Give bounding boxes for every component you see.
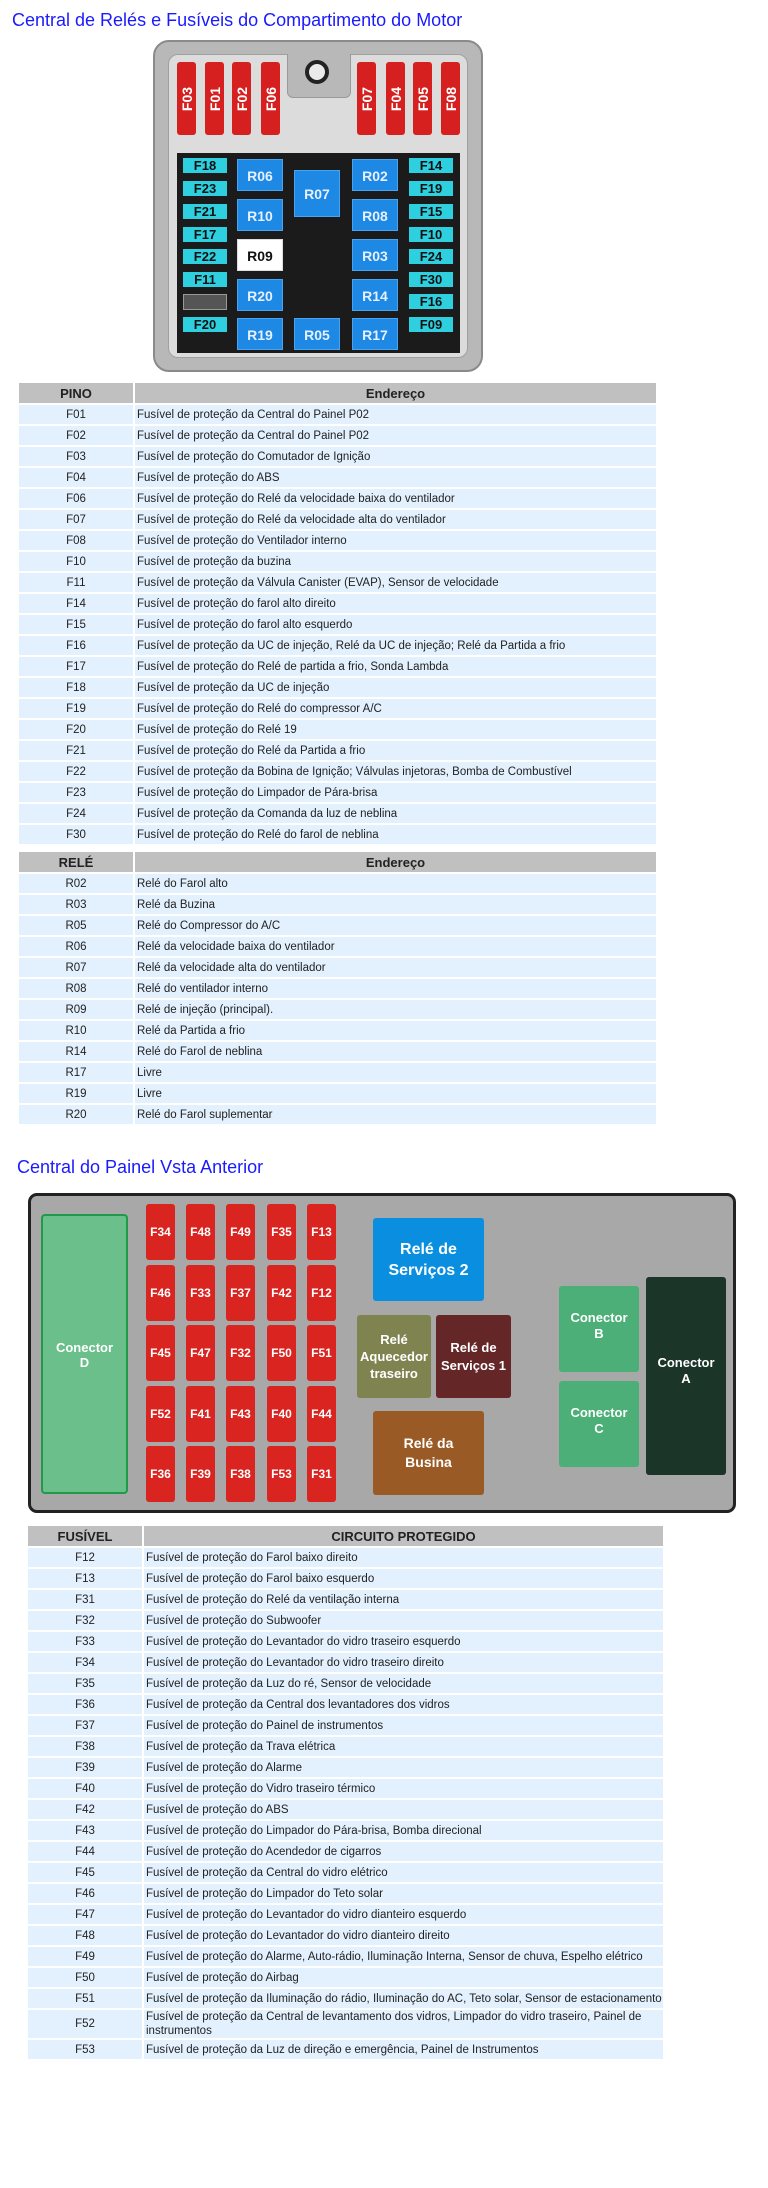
- table-row: [19, 531, 656, 550]
- cell-id: F07: [19, 510, 135, 529]
- cell-description: Fusível de proteção do Relé de partida a frio, Sonda Lambda: [135, 657, 656, 676]
- fuse-F34[interactable]: F34: [146, 1204, 175, 1260]
- cell-id: F15: [19, 615, 135, 634]
- cell-description: Relé da velocidade baixa do ventilador: [135, 937, 656, 956]
- cell-description: Fusível de proteção do Levantador do vidro dianteiro direito: [144, 1926, 663, 1945]
- cell-id: F10: [19, 552, 135, 571]
- table-row: [19, 489, 656, 508]
- table-row: [28, 1800, 663, 1819]
- cell-id: F48: [28, 1926, 144, 1945]
- cell-description: Fusível de proteção do Relé 19: [135, 720, 656, 739]
- table-row: [19, 594, 656, 613]
- cell-id: F44: [28, 1842, 144, 1861]
- cell-id: F18: [19, 678, 135, 697]
- fuse-F09[interactable]: F09: [409, 317, 453, 332]
- cell-description: Fusível de proteção da Luz de direção e emergência, Painel de Instrumentos: [144, 2040, 663, 2059]
- cell-description: Fusível de proteção da Central do Painel P02: [135, 426, 656, 445]
- cell-description: Fusível de proteção do farol alto esquerdo: [135, 615, 656, 634]
- fuse-F15[interactable]: F15: [409, 204, 453, 219]
- column-header-rele: RELÉ: [19, 852, 135, 872]
- conector-d-label: Conector D: [55, 1340, 114, 1370]
- cell-description: Fusível de proteção da Central dos levantadores dos vidros: [144, 1695, 663, 1714]
- fuse-F35[interactable]: F35: [267, 1204, 296, 1260]
- cell-id: R14: [19, 1042, 135, 1061]
- fuse-F03[interactable]: [177, 62, 196, 135]
- fuse-F51[interactable]: F51: [307, 1325, 336, 1381]
- rele-aquecedor-traseiro[interactable]: Relé Aquecedor traseiro: [357, 1315, 431, 1398]
- cell-id: F53: [28, 2040, 144, 2059]
- cell-description: Relé do Farol de neblina: [135, 1042, 656, 1061]
- fuse-label: F05: [414, 86, 431, 111]
- table-row: [19, 1063, 656, 1082]
- fuse-F07[interactable]: [357, 62, 376, 135]
- table-row: [28, 1590, 663, 1609]
- relay-R07[interactable]: R07: [294, 170, 340, 217]
- fuse-F41[interactable]: F41: [186, 1386, 215, 1442]
- relay-R08[interactable]: R08: [352, 199, 398, 231]
- cell-description: Fusível de proteção do Levantador do vidro traseiro direito: [144, 1653, 663, 1672]
- cell-description: Fusível de proteção do Acendedor de cigarros: [144, 1842, 663, 1861]
- table-row: [28, 1905, 663, 1924]
- engine-fuse-table: [19, 381, 656, 846]
- relay-R06[interactable]: R06: [237, 159, 283, 191]
- fuse-label: F06: [262, 86, 279, 111]
- table-row: [19, 636, 656, 655]
- fuse-F19[interactable]: F19: [409, 181, 453, 196]
- cell-id: F01: [19, 405, 135, 424]
- fuse-F01[interactable]: [205, 62, 224, 135]
- fuse-F17[interactable]: F17: [183, 227, 227, 242]
- fuse-F37[interactable]: F37: [226, 1265, 255, 1321]
- table-row: [28, 1926, 663, 1945]
- cell-description: Fusível de proteção do Relé do farol de neblina: [135, 825, 656, 844]
- table-row: [19, 468, 656, 487]
- cell-description: Relé do ventilador interno: [135, 979, 656, 998]
- cell-description: Fusível de proteção do Levantador do vidro dianteiro esquerdo: [144, 1905, 663, 1924]
- cell-id: R08: [19, 979, 135, 998]
- cell-id: R05: [19, 916, 135, 935]
- cell-description: Fusível de proteção da UC de injeção, Relé da UC de injeção; Relé da Partida a frio: [135, 636, 656, 655]
- cell-id: F16: [19, 636, 135, 655]
- table-row: [28, 1989, 663, 2008]
- table-row: [19, 741, 656, 760]
- table-row: [19, 979, 656, 998]
- table-row: [19, 1021, 656, 1040]
- cell-id: F04: [19, 468, 135, 487]
- cell-description: Fusível de proteção do Comutador de Ignição: [135, 447, 656, 466]
- cell-id: F35: [28, 1674, 144, 1693]
- table-row: [19, 552, 656, 571]
- cell-description: Fusível de proteção do Relé da velocidade alta do ventilador: [135, 510, 656, 529]
- table-row: [28, 1695, 663, 1714]
- fuse-F20[interactable]: F20: [183, 317, 227, 332]
- cell-description: Livre: [135, 1063, 656, 1082]
- fuse-F45[interactable]: F45: [146, 1325, 175, 1381]
- table-row: [28, 1716, 663, 1735]
- table-header-row: [19, 383, 656, 403]
- cell-id: F24: [19, 804, 135, 823]
- table-row: [19, 678, 656, 697]
- table-row: [19, 510, 656, 529]
- table-row: [28, 1947, 663, 1966]
- cell-id: F30: [19, 825, 135, 844]
- table-row: [19, 1042, 656, 1061]
- table-row: [19, 874, 656, 893]
- fuse-F14[interactable]: F14: [409, 158, 453, 173]
- cell-description: Relé do Compressor do A/C: [135, 916, 656, 935]
- column-header-endereco: Endereço: [135, 383, 656, 403]
- fuse-label: F08: [442, 86, 459, 111]
- table-row: [28, 2040, 663, 2059]
- cell-id: R17: [19, 1063, 135, 1082]
- fuse-F24[interactable]: F24: [409, 249, 453, 264]
- cell-id: F45: [28, 1863, 144, 1882]
- cell-description: Relé do Farol suplementar: [135, 1105, 656, 1124]
- fuse-label: F03: [178, 86, 195, 111]
- fuse-F44[interactable]: F44: [307, 1386, 336, 1442]
- cell-id: F08: [19, 531, 135, 550]
- cell-id: F14: [19, 594, 135, 613]
- cell-id: R06: [19, 937, 135, 956]
- cell-id: R20: [19, 1105, 135, 1124]
- table-header-row: [19, 852, 656, 872]
- cell-description: Fusível de proteção da buzina: [135, 552, 656, 571]
- cell-description: Fusível de proteção do Relé da velocidade baixa do ventilador: [135, 489, 656, 508]
- rele-servicos-1[interactable]: Relé de Serviços 1: [436, 1315, 511, 1398]
- fuse-F02[interactable]: [232, 62, 251, 135]
- cell-description: Livre: [135, 1084, 656, 1103]
- fuse-F43[interactable]: F43: [226, 1386, 255, 1442]
- cell-description: Fusível de proteção do Levantador do vidro traseiro esquerdo: [144, 1632, 663, 1651]
- relay-R17[interactable]: R17: [352, 318, 398, 350]
- relay-R05[interactable]: R05: [294, 318, 340, 350]
- cell-description: Fusível de proteção do Farol baixo esquerdo: [144, 1569, 663, 1588]
- cell-id: F47: [28, 1905, 144, 1924]
- table-row: [28, 1863, 663, 1882]
- cell-id: F34: [28, 1653, 144, 1672]
- table-row: [28, 1758, 663, 1777]
- fuse-F32[interactable]: F32: [226, 1325, 255, 1381]
- cell-description: Fusível de proteção da Central do Painel P02: [135, 405, 656, 424]
- cell-description: Relé da Buzina: [135, 895, 656, 914]
- cell-description: Fusível de proteção do Ventilador interno: [135, 531, 656, 550]
- cell-description: Fusível de proteção da Iluminação do rádio, Iluminação do AC, Teto solar, Sensor de estacionamento: [144, 1989, 663, 2008]
- fuse-F23[interactable]: F23: [183, 181, 227, 196]
- cell-description: Fusível de proteção da Luz do ré, Sensor de velocidade: [144, 1674, 663, 1693]
- mounting-hole-icon: [305, 60, 329, 84]
- cell-description: Fusível de proteção do ABS: [135, 468, 656, 487]
- column-header-pino: PINO: [19, 383, 135, 403]
- table-row: [28, 1821, 663, 1840]
- table-row: [19, 657, 656, 676]
- fuse-F42[interactable]: F42: [267, 1265, 296, 1321]
- cell-id: F03: [19, 447, 135, 466]
- table-row: [19, 762, 656, 781]
- fuse-F50[interactable]: F50: [267, 1325, 296, 1381]
- fuse-F13[interactable]: F13: [307, 1204, 336, 1260]
- cell-id: R19: [19, 1084, 135, 1103]
- column-header-circuito: CIRCUITO PROTEGIDO: [144, 1526, 663, 1546]
- cell-id: R03: [19, 895, 135, 914]
- cell-description: Fusível de proteção do Relé do compressor A/C: [135, 699, 656, 718]
- cell-description: Fusível de proteção do Relé da ventilação interna: [144, 1590, 663, 1609]
- table-row: [19, 783, 656, 802]
- cell-id: F38: [28, 1737, 144, 1756]
- engine-relay-table: [19, 850, 656, 1126]
- cell-id: F21: [19, 741, 135, 760]
- table-row: [28, 1611, 663, 1630]
- cell-id: F32: [28, 1611, 144, 1630]
- cell-id: F43: [28, 1821, 144, 1840]
- conector-a[interactable]: Conector A: [646, 1277, 726, 1475]
- relay-R10[interactable]: R10: [237, 199, 283, 231]
- table-row: [19, 916, 656, 935]
- fuse-F38[interactable]: F38: [226, 1446, 255, 1502]
- cell-id: R10: [19, 1021, 135, 1040]
- fuse-label: F07: [358, 86, 375, 111]
- cell-description: Fusível de proteção da UC de injeção: [135, 678, 656, 697]
- fuse-F36[interactable]: F36: [146, 1446, 175, 1502]
- table-row: [28, 1842, 663, 1861]
- relay-R19[interactable]: R19: [237, 318, 283, 350]
- cell-id: F31: [28, 1590, 144, 1609]
- rele-servicos-2[interactable]: Relé de Serviços 2: [373, 1218, 484, 1301]
- engine-compartment-title: Central de Relés e Fusíveis do Compartimento do Motor: [12, 10, 463, 30]
- fuse-F06[interactable]: [261, 62, 280, 135]
- cell-description: Fusível de proteção da Bobina de Ignição; Válvulas injetoras, Bomba de Combustível: [135, 762, 656, 781]
- cell-id: F11: [19, 573, 135, 592]
- fuse-F31[interactable]: F31: [307, 1446, 336, 1502]
- column-header-fusivel: FUSÍVEL: [28, 1526, 144, 1546]
- table-row: [28, 1548, 663, 1567]
- table-row: [19, 1084, 656, 1103]
- cell-id: F17: [19, 657, 135, 676]
- conector-c[interactable]: Conector C: [559, 1381, 639, 1467]
- table-row: [28, 1968, 663, 1987]
- table-header-row: [28, 1526, 663, 1546]
- table-row: [19, 405, 656, 424]
- table-row: [19, 1000, 656, 1019]
- table-row: [19, 573, 656, 592]
- relay-R20[interactable]: R20: [237, 279, 283, 311]
- table-row: [19, 426, 656, 445]
- table-row: [28, 2010, 663, 2038]
- fuse-label: F01: [206, 86, 223, 111]
- cell-id: F50: [28, 1968, 144, 1987]
- fuse-F48[interactable]: F48: [186, 1204, 215, 1260]
- cell-description: Fusível de proteção da Comanda da luz de neblina: [135, 804, 656, 823]
- table-row: [28, 1737, 663, 1756]
- cell-description: Fusível de proteção do ABS: [144, 1800, 663, 1819]
- fuse-F49[interactable]: F49: [226, 1204, 255, 1260]
- cell-description: Fusível de proteção da Trava elétrica: [144, 1737, 663, 1756]
- table-row: [19, 1105, 656, 1124]
- table-row: [28, 1779, 663, 1798]
- fuse-F11[interactable]: F11: [183, 272, 227, 287]
- cell-id: F19: [19, 699, 135, 718]
- conector-b[interactable]: Conector B: [559, 1286, 639, 1372]
- cell-id: F02: [19, 426, 135, 445]
- table-row: [19, 615, 656, 634]
- fuse-F16[interactable]: F16: [409, 294, 453, 309]
- fuse-F53[interactable]: F53: [267, 1446, 296, 1502]
- cell-id: F37: [28, 1716, 144, 1735]
- cell-id: F40: [28, 1779, 144, 1798]
- dashboard-fuse-table: [28, 1524, 663, 2061]
- fuse-F18[interactable]: F18: [183, 158, 227, 173]
- relay-R14[interactable]: R14: [352, 279, 398, 311]
- table-row: [19, 895, 656, 914]
- relay-R09[interactable]: R09: [237, 239, 283, 271]
- fuse-F08[interactable]: [441, 62, 460, 135]
- fuse-F47[interactable]: F47: [186, 1325, 215, 1381]
- table-row: [19, 804, 656, 823]
- fuse-F52[interactable]: F52: [146, 1386, 175, 1442]
- cell-id: F13: [28, 1569, 144, 1588]
- rele-busina[interactable]: Relé da Busina: [373, 1411, 484, 1495]
- cell-id: F36: [28, 1695, 144, 1714]
- table-row: [28, 1632, 663, 1651]
- fuse-F33[interactable]: F33: [186, 1265, 215, 1321]
- cell-id: F23: [19, 783, 135, 802]
- empty-fuse-slot: [183, 294, 227, 310]
- fuse-F22[interactable]: F22: [183, 249, 227, 264]
- cell-id: R07: [19, 958, 135, 977]
- cell-id: F42: [28, 1800, 144, 1819]
- cell-id: F46: [28, 1884, 144, 1903]
- cell-description: Fusível de proteção do Alarme, Auto-rádio, Iluminação Interna, Sensor de chuva, Espelho elétrico: [144, 1947, 663, 1966]
- fuse-F39[interactable]: F39: [186, 1446, 215, 1502]
- relay-R02[interactable]: R02: [352, 159, 398, 191]
- table-row: [28, 1569, 663, 1588]
- fuse-F21[interactable]: F21: [183, 204, 227, 219]
- table-row: [19, 720, 656, 739]
- fuse-F46[interactable]: F46: [146, 1265, 175, 1321]
- cell-description: Relé da velocidade alta do ventilador: [135, 958, 656, 977]
- cell-id: F33: [28, 1632, 144, 1651]
- relay-R03[interactable]: R03: [352, 239, 398, 271]
- table-row: [19, 937, 656, 956]
- cell-id: F49: [28, 1947, 144, 1966]
- cell-id: F20: [19, 720, 135, 739]
- cell-description: Fusível de proteção do Limpador do Teto solar: [144, 1884, 663, 1903]
- fuse-label: F02: [233, 86, 250, 111]
- table-row: [19, 699, 656, 718]
- cell-id: R09: [19, 1000, 135, 1019]
- cell-id: F51: [28, 1989, 144, 2008]
- cell-id: F12: [28, 1548, 144, 1567]
- fuse-F12[interactable]: F12: [307, 1265, 336, 1321]
- cell-description: Fusível de proteção da Central do vidro elétrico: [144, 1863, 663, 1882]
- dashboard-panel-title: Central do Painel Vsta Anterior: [17, 1157, 264, 1177]
- cell-description: Fusível de proteção do Airbag: [144, 1968, 663, 1987]
- cell-description: Relé da Partida a frio: [135, 1021, 656, 1040]
- cell-id: F39: [28, 1758, 144, 1777]
- cell-description: Fusível de proteção do Relé da Partida a frio: [135, 741, 656, 760]
- cell-description: Fusível de proteção da Central de levantamento dos vidros, Limpador do vidro traseiro, Painel de instrumentos: [144, 2010, 663, 2038]
- table-row: [19, 447, 656, 466]
- cell-description: Fusível de proteção da Válvula Canister (EVAP), Sensor de velocidade: [135, 573, 656, 592]
- table-row: [19, 825, 656, 844]
- cell-description: Relé de injeção (principal).: [135, 1000, 656, 1019]
- table-row: [28, 1653, 663, 1672]
- cell-description: Fusível de proteção do Farol baixo direito: [144, 1548, 663, 1567]
- fuse-F05[interactable]: [413, 62, 432, 135]
- table-row: [28, 1674, 663, 1693]
- fuse-label: F04: [387, 86, 404, 111]
- cell-id: F22: [19, 762, 135, 781]
- table-row: [19, 958, 656, 977]
- column-header-endereco: Endereço: [135, 852, 656, 872]
- cell-description: Fusível de proteção do Limpador de Pára-brisa: [135, 783, 656, 802]
- cell-id: F52: [28, 2010, 144, 2038]
- fuse-F04[interactable]: [386, 62, 405, 135]
- table-row: [28, 1884, 663, 1903]
- cell-description: Fusível de proteção do Vidro traseiro térmico: [144, 1779, 663, 1798]
- cell-description: Fusível de proteção do farol alto direito: [135, 594, 656, 613]
- cell-description: Fusível de proteção do Subwoofer: [144, 1611, 663, 1630]
- cell-id: F06: [19, 489, 135, 508]
- fuse-F30[interactable]: F30: [409, 272, 453, 287]
- cell-description: Relé do Farol alto: [135, 874, 656, 893]
- cell-description: Fusível de proteção do Limpador do Pára-brisa, Bomba direcional: [144, 1821, 663, 1840]
- fuse-F10[interactable]: F10: [409, 227, 453, 242]
- cell-description: Fusível de proteção do Painel de instrumentos: [144, 1716, 663, 1735]
- cell-description: Fusível de proteção do Alarme: [144, 1758, 663, 1777]
- fuse-F40[interactable]: F40: [267, 1386, 296, 1442]
- cell-id: R02: [19, 874, 135, 893]
